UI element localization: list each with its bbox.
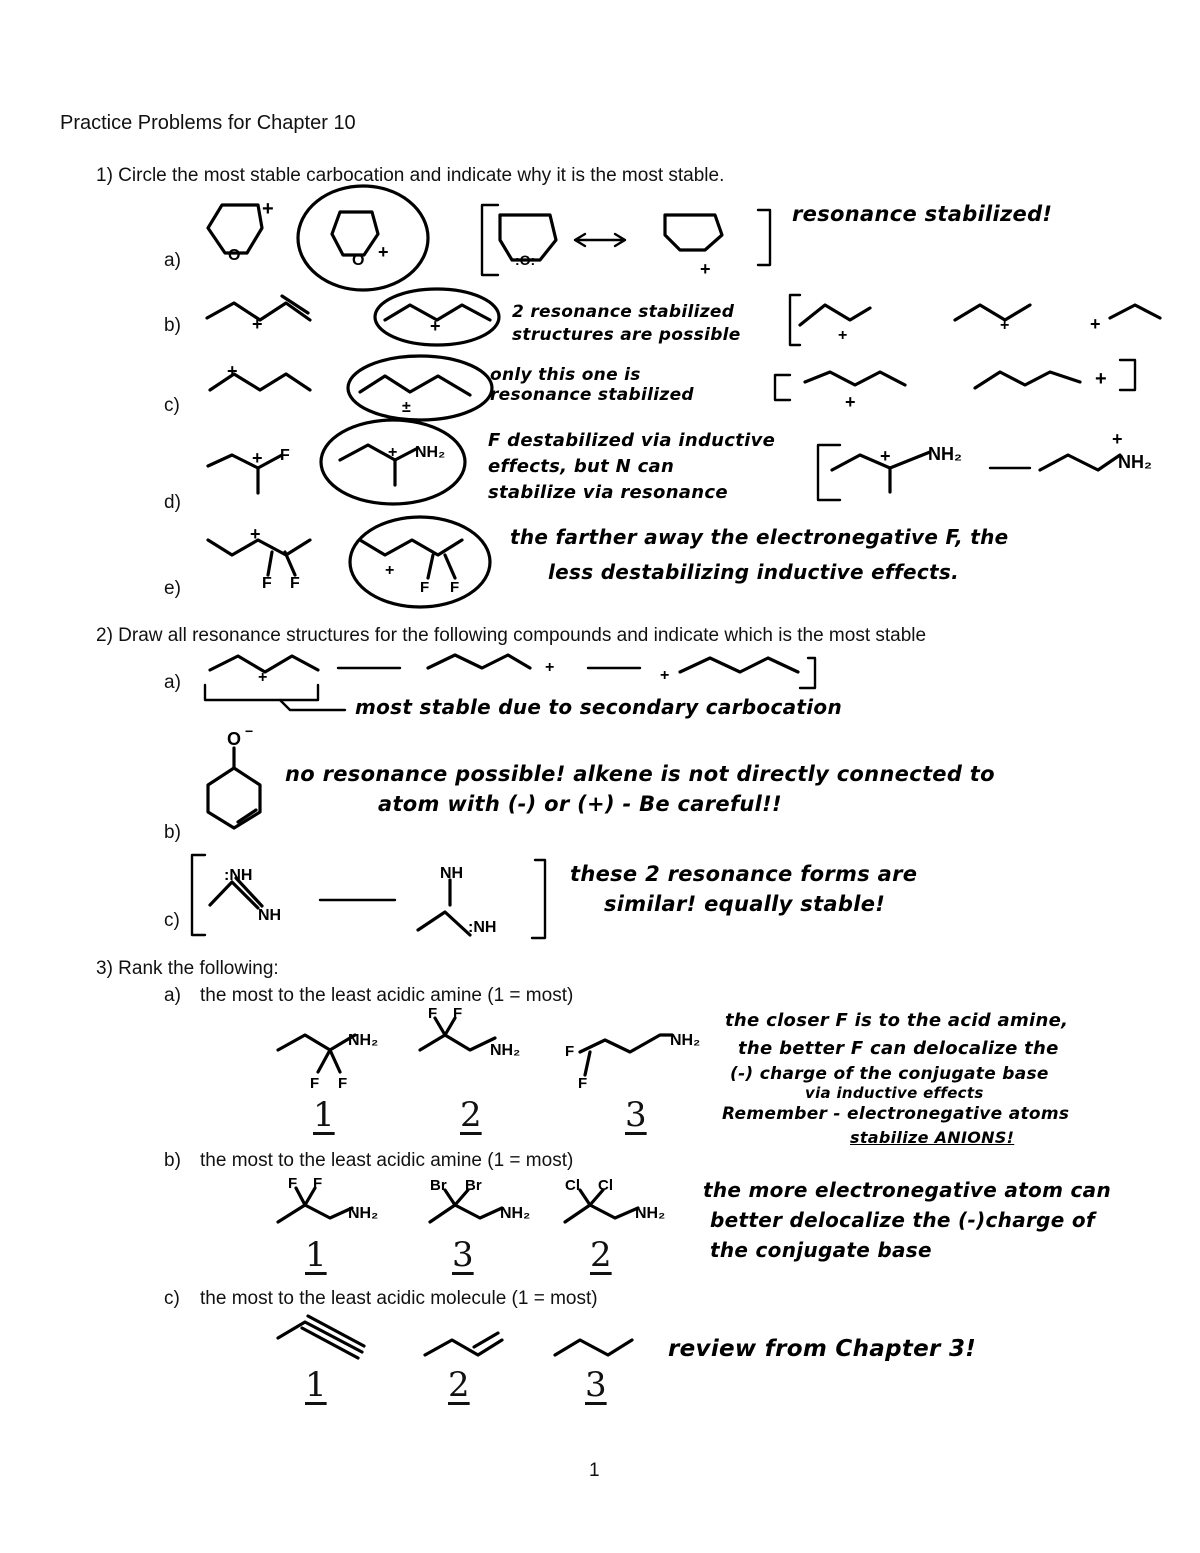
- q1a-note: resonance stabilized!: [792, 202, 1053, 226]
- q3a-amine-3: [565, 1032, 700, 1092]
- svg-text:F: F: [428, 1005, 438, 1022]
- svg-text:NH₂: NH₂: [500, 1205, 531, 1222]
- q3a-rank-3: 3: [625, 1095, 647, 1135]
- q1c-cation: [210, 361, 310, 390]
- svg-text:+: +: [1112, 429, 1123, 449]
- svg-text:+: +: [430, 316, 441, 336]
- svg-text:F: F: [310, 1075, 320, 1092]
- svg-text:+: +: [252, 314, 263, 334]
- q1d-resonance: [818, 429, 1152, 500]
- q1e-difluoro-cation: [208, 524, 310, 592]
- q1d-note-line2: effects, but N can: [488, 456, 675, 477]
- q3b-note-line1: the more electronegative atom can: [703, 1178, 1111, 1202]
- q3a-amine-1: [278, 1032, 378, 1092]
- q3c-alkene: [425, 1333, 502, 1355]
- svg-text:+: +: [250, 524, 261, 544]
- q3b-amine-dichloro: [565, 1177, 665, 1222]
- q3a-note-line5: Remember - electronegative atoms: [722, 1104, 1070, 1124]
- q1d-note-line1: F destabilized via inductive: [488, 430, 776, 451]
- svg-text:Br: Br: [430, 1177, 447, 1194]
- svg-text:Br: Br: [465, 1177, 482, 1194]
- q1e-note-line2: less destabilizing inductive effects.: [548, 560, 959, 584]
- q2b-note-line1: no resonance possible! alkene is not directly connected to: [285, 762, 995, 786]
- q3b-amine-dibromo: [430, 1177, 530, 1222]
- q3a-note-line4: via inductive effects: [805, 1084, 984, 1102]
- q3c-label: c): [164, 1288, 180, 1309]
- svg-text:Cl: Cl: [565, 1177, 580, 1194]
- svg-text:+: +: [258, 669, 268, 686]
- svg-text:+: +: [262, 198, 274, 220]
- q3c-note: review from Chapter 3!: [668, 1336, 977, 1362]
- svg-text:F: F: [313, 1175, 323, 1192]
- q2c-note-line1: these 2 resonance forms are: [570, 862, 918, 886]
- q2-label-b: b): [164, 822, 181, 843]
- svg-text:F: F: [453, 1005, 463, 1022]
- q2c-amidine-resonance: [192, 855, 545, 938]
- q3b-label: b): [164, 1150, 181, 1171]
- svg-text:+: +: [880, 446, 891, 466]
- svg-text:+: +: [845, 392, 856, 412]
- q2-label-c: c): [164, 910, 180, 931]
- svg-text:O: O: [352, 252, 365, 269]
- q3a-rank-1: 1: [313, 1095, 335, 1135]
- svg-text:NH₂: NH₂: [670, 1032, 701, 1049]
- svg-text:F: F: [565, 1043, 575, 1060]
- svg-text:O: O: [227, 729, 242, 749]
- q3a-label: a): [164, 985, 181, 1006]
- q3a-note-line1: the closer F is to the acid amine,: [725, 1010, 1069, 1031]
- svg-text:+: +: [838, 327, 848, 344]
- q3c-alkane: [555, 1340, 632, 1355]
- q3b-rank-1: 1: [305, 1235, 327, 1275]
- q1-label-b: b): [164, 315, 181, 336]
- svg-text:Cl: Cl: [598, 1177, 613, 1194]
- q1b-note-line1: 2 resonance stabilized: [512, 302, 735, 322]
- q3b-rank-2: 3: [452, 1235, 474, 1275]
- svg-text:+: +: [545, 659, 555, 676]
- svg-text:−: −: [245, 723, 254, 739]
- q3b-text: the most to the least acidic amine (1 = most): [200, 1150, 574, 1171]
- svg-text:NH: NH: [440, 865, 464, 882]
- q1b-allyl-cation: [207, 296, 310, 334]
- svg-text:NH: NH: [258, 907, 282, 924]
- question-3-prompt: 3) Rank the following:: [96, 958, 279, 979]
- svg-text:+: +: [378, 242, 389, 262]
- svg-text::O:: :O:: [515, 252, 536, 268]
- q3a-amine-2: [420, 1005, 520, 1059]
- q1d-circled-amine: [321, 420, 465, 504]
- svg-text:F: F: [290, 575, 300, 592]
- svg-text:NH₂: NH₂: [348, 1032, 379, 1049]
- svg-text:+: +: [1000, 317, 1010, 334]
- svg-text:+: +: [385, 562, 395, 579]
- svg-text:+: +: [227, 361, 238, 381]
- svg-text::NH: :NH: [468, 919, 497, 936]
- question-2-prompt: 2) Draw all resonance structures for the following compounds and indicate which is the most stable: [96, 625, 927, 646]
- q1b-resonance-bracket: [790, 295, 1160, 345]
- q1d-fluoro-cation: [208, 447, 290, 493]
- svg-text:F: F: [280, 447, 290, 464]
- svg-text:F: F: [420, 579, 430, 596]
- svg-text:F: F: [578, 1075, 588, 1092]
- q1b-circled: [375, 289, 499, 345]
- q1a-circled-oxane: [298, 186, 428, 290]
- page-number: 1: [589, 1460, 600, 1481]
- svg-text:+: +: [1095, 368, 1107, 390]
- page-title: Practice Problems for Chapter 10: [60, 112, 356, 134]
- svg-text:F: F: [450, 579, 460, 596]
- q1-label-e: e): [164, 578, 181, 599]
- svg-text:NH₂: NH₂: [490, 1042, 521, 1059]
- q3a-text: the most to the least acidic amine (1 = most): [200, 985, 574, 1006]
- svg-text:NH₂: NH₂: [1118, 452, 1152, 472]
- q2-label-a: a): [164, 672, 181, 693]
- q3a-note-line6: stabilize ANIONS!: [850, 1128, 1015, 1147]
- q1a-oxane-cation: [208, 198, 274, 264]
- q3b-note-line2: better delocalize the (-)charge of: [710, 1208, 1095, 1232]
- svg-text:F: F: [288, 1175, 298, 1192]
- q1a-resonance-bracket: [482, 205, 770, 279]
- q1b-note-line2: structures are possible: [512, 325, 741, 345]
- q3b-rank-3: 2: [590, 1235, 612, 1275]
- q1c-circled: [348, 356, 492, 420]
- q2b-note-line2: atom with (-) or (+) - Be careful!!: [378, 792, 782, 816]
- q3a-rank-2: 2: [460, 1095, 482, 1135]
- svg-text:+: +: [1090, 314, 1101, 334]
- q3b-amine-difluoro: [278, 1175, 378, 1222]
- q2c-note-line2: similar! equally stable!: [604, 892, 886, 916]
- q1d-note-line3: stabilize via resonance: [488, 482, 728, 503]
- svg-text:±: ±: [402, 399, 411, 416]
- svg-text:+: +: [252, 448, 263, 468]
- q1-label-c: c): [164, 395, 180, 416]
- q1c-note-line2: resonance stabilized: [490, 385, 694, 405]
- q2a-resonance: [205, 655, 815, 710]
- q3c-rank-1: 1: [305, 1365, 327, 1405]
- q1-label-a: a): [164, 250, 181, 271]
- q3c-rank-3: 3: [585, 1365, 607, 1405]
- q1c-note-line1: only this one is: [490, 365, 641, 385]
- svg-text:NH₂: NH₂: [928, 444, 962, 464]
- q3c-text: the most to the least acidic molecule (1 = most): [200, 1288, 598, 1309]
- q1c-resonance: [775, 360, 1135, 412]
- q1e-circled: [350, 517, 490, 607]
- svg-text:NH₂: NH₂: [415, 444, 446, 461]
- q1e-note-line1: the farther away the electronegative F, the: [510, 525, 1009, 549]
- svg-text:+: +: [388, 444, 398, 461]
- svg-text:NH₂: NH₂: [348, 1205, 379, 1222]
- q3c-rank-2: 2: [448, 1365, 470, 1405]
- q3c-alkyne: [278, 1316, 364, 1358]
- q3a-note-line2: the better F can delocalize the: [738, 1038, 1059, 1059]
- svg-text:O: O: [228, 247, 241, 264]
- q2b-cyclohexenyl-oxide: [208, 723, 260, 828]
- svg-text:NH₂: NH₂: [635, 1205, 666, 1222]
- svg-text:F: F: [262, 575, 272, 592]
- svg-text::NH: :NH: [224, 867, 253, 884]
- q3a-note-line3: (-) charge of the conjugate base: [730, 1064, 1049, 1084]
- q1-label-d: d): [164, 492, 181, 513]
- question-1-prompt: 1) Circle the most stable carbocation and indicate why it is the most stable.: [96, 165, 725, 186]
- svg-text:+: +: [700, 259, 711, 279]
- q2a-note: most stable due to secondary carbocation: [355, 695, 843, 719]
- q3b-note-line3: the conjugate base: [710, 1238, 932, 1262]
- svg-text:F: F: [338, 1075, 348, 1092]
- svg-text:+: +: [660, 667, 670, 684]
